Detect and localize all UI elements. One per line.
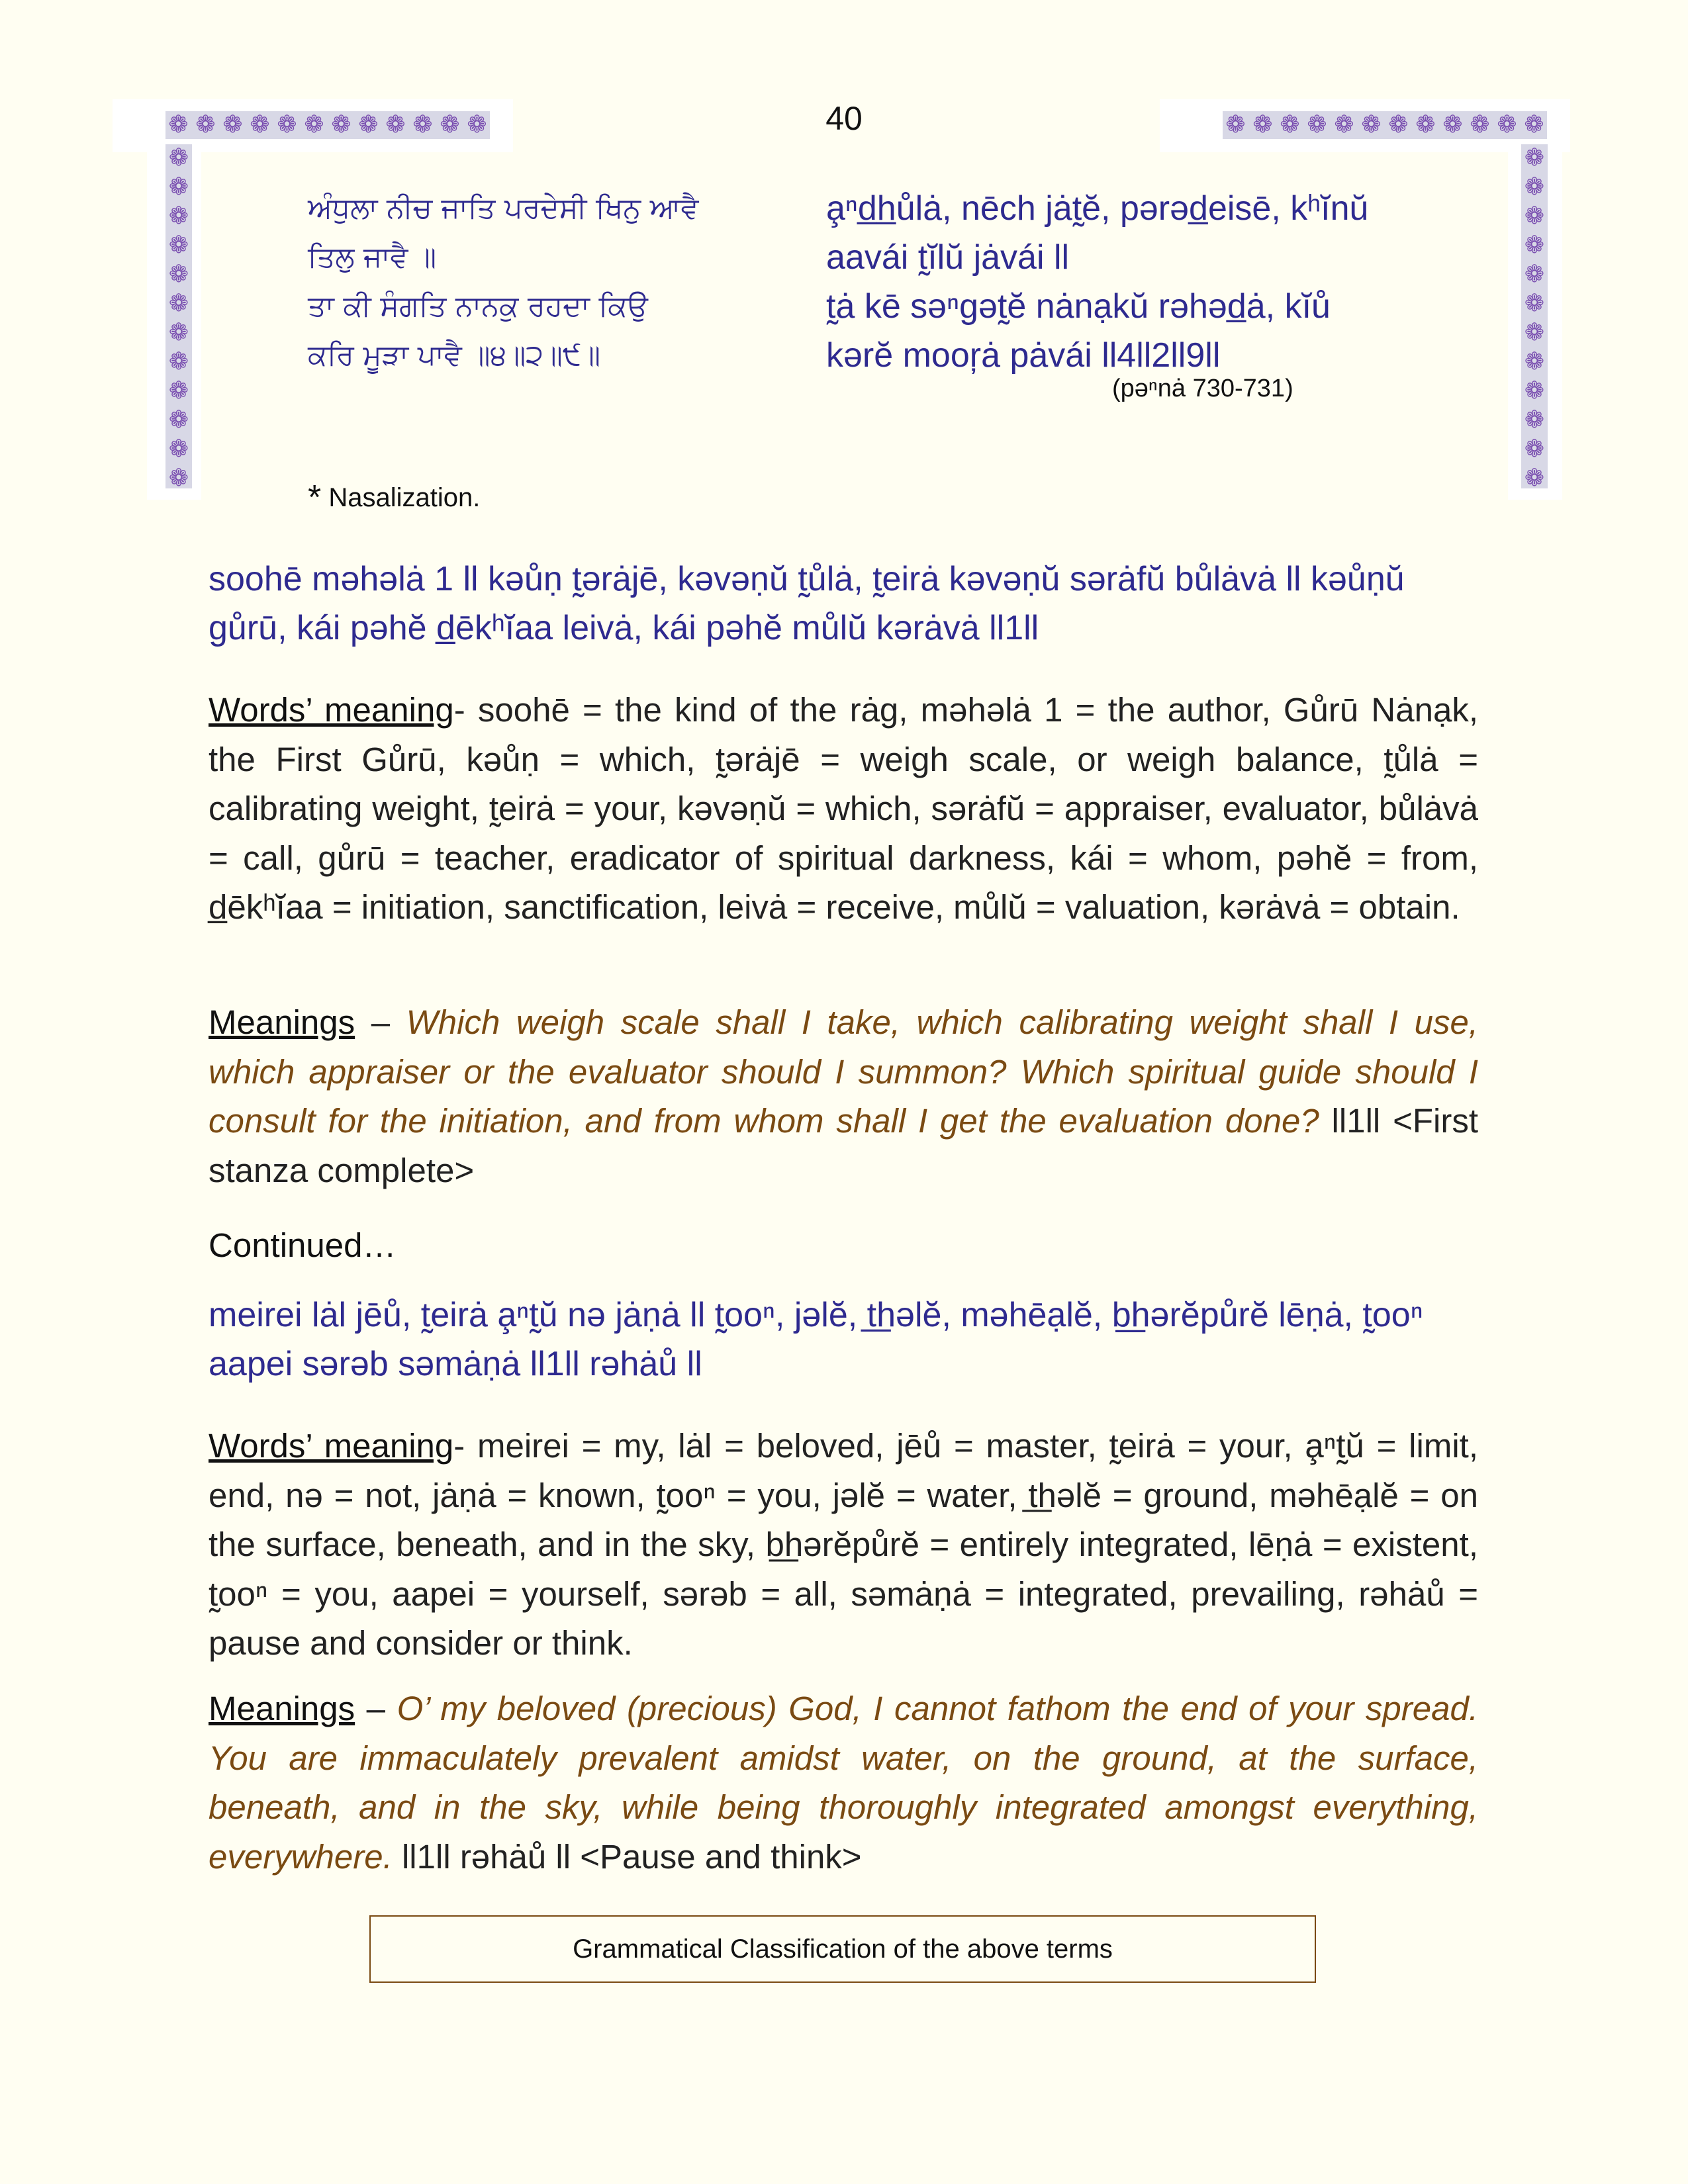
flower-ornament-icon: ❁: [1524, 348, 1545, 375]
translit-line: kərĕ mooŗȧ pȧvái ll4ll2ll9ll: [826, 336, 1221, 375]
meanings-text: O’ my beloved (precious) God, I cannot fathom the end of your spread. You are immaculately prevalent amidst water, on the ground, at the surface, beneath, and in the sky, while being thoroughly integrated amongst everything, everywhere.: [209, 1690, 1479, 1876]
gurmukhi-line: ਕਰਿ ਮੂੜਾ ਪਾਵੈ ॥੪॥੨॥੯॥: [308, 339, 601, 372]
flower-ornament-icon: ❁: [1442, 111, 1463, 138]
flower-ornament-icon: ❁: [1497, 111, 1517, 138]
flower-ornament-icon: ❁: [304, 111, 324, 138]
flower-ornament-icon: ❁: [1524, 261, 1545, 288]
page-number: 40: [825, 100, 863, 137]
flower-ornament-icon: ❁: [1524, 232, 1545, 259]
flower-ornament-icon: ❁: [168, 290, 189, 317]
flower-ornament-icon: ❁: [440, 111, 460, 138]
gurmukhi-line: ਤਿਲੁ ਜਾਵੈ ॥: [308, 241, 437, 274]
translit-line: aavái t̰ĭlŭ jȧvái ll: [826, 238, 1070, 277]
stanza1-words-meaning: [209, 686, 1478, 933]
flower-ornament-icon: ❁: [168, 173, 189, 201]
gurmukhi-line: ਤਾ ਕੀ ਸੰਗਤਿ ਨਾਨਕੁ ਰਹਦਾ ਕਿਉ: [308, 290, 648, 323]
flower-ornament-icon: ❁: [1252, 111, 1273, 138]
stanza2-meanings: [209, 1684, 1478, 1882]
flower-ornament-icon: ❁: [168, 406, 189, 433]
flower-ornament-icon: ❁: [168, 435, 189, 463]
verse-gurmukhi: [308, 184, 745, 380]
flower-ornament-icon: ❁: [1524, 203, 1545, 230]
meanings-dash: –: [355, 1003, 406, 1041]
stanza1-transliteration: soohē məhəlȧ 1 ll kəůṇ t̰ərȧjē, kəvəṇŭ t̰ůlȧ, t̰eirȧ kəvəṇŭ sərȧfŭ bůlȧvȧ ll kəůṇŭ gůrū, kái pəhĕ d̲ēkʰĭaa leivȧ, kái pəhĕ můlŭ kərȧvȧ ll1ll: [209, 560, 1405, 647]
flower-ornament-icon: ❁: [250, 111, 270, 138]
flower-ornament-icon: ❁: [168, 319, 189, 346]
flower-border-top-left: [165, 111, 490, 139]
flower-ornament-icon: ❁: [195, 111, 216, 138]
translit-line: t̰ȧ kē səⁿgət̰ĕ nȧnạkŭ rəhəd̲ȧ, kĭů: [826, 287, 1331, 326]
flower-border-right: [1521, 144, 1548, 488]
flower-ornament-icon: ❁: [222, 111, 243, 138]
flower-ornament-icon: ❁: [168, 111, 189, 138]
page-reference: (pəⁿnȧ 730-731): [1112, 375, 1293, 402]
footnote-text: Nasalization.: [328, 483, 481, 512]
flower-ornament-icon: ❁: [1280, 111, 1300, 138]
flower-ornament-icon: ❁: [331, 111, 352, 138]
flower-ornament-icon: ❁: [1524, 111, 1544, 138]
continued-label: Continued…: [209, 1226, 397, 1264]
flower-border-top-right: [1223, 111, 1547, 139]
flower-ornament-icon: ❁: [358, 111, 379, 138]
flower-ornament-icon: ❁: [1524, 377, 1545, 404]
stanza2-transliteration: meirei lȧl jēů, t̰eirȧ a̧ⁿt̰ŭ nə jȧṇȧ ll t̰ooⁿ, jəlĕ, t͟həlĕ, məhēạlĕ, b͟hərĕpůrĕ lēṇȧ, t̰ooⁿ aapei sərəb səmȧṇȧ ll1ll rəhȧů ll: [209, 1296, 1423, 1383]
flower-ornament-icon: ❁: [168, 348, 189, 375]
flower-ornament-icon: ❁: [385, 111, 406, 138]
meanings-heading: Meanings: [209, 1690, 355, 1727]
flower-ornament-icon: ❁: [1415, 111, 1436, 138]
flower-ornament-icon: ❁: [1524, 173, 1545, 201]
translit-line: a̧ⁿd̲h̲ůlȧ, nēch jȧt̰ĕ, pərəd̲eisē, kʰĭnŭ: [826, 189, 1369, 228]
grammar-classification-label: Grammatical Classification of the above terms: [573, 1934, 1113, 1964]
flower-ornament-icon: ❁: [1388, 111, 1409, 138]
flower-ornament-icon: ❁: [168, 465, 189, 488]
flower-ornament-icon: ❁: [1524, 406, 1545, 433]
words-meaning-text: - soohē = the kind of the rȧg, məhəlȧ 1 = the author, Gůrū Nȧnạk, the First Gůrū, kəůṇ = which, t̰ərȧjē = weigh scale, or weigh balance, t̰ůlȧ = calibrating weight, t̰eirȧ = your, kəvəṇŭ = which, sərȧfŭ = appraiser, evaluator, bůlȧvȧ = call, gůrū = teacher, eradicator of spiritual darkness, kái = whom, pəhĕ = from, d̲ēkʰĭaa = initiation, sanctification, leivȧ = receive, můlŭ = valuation, kərȧvȧ = obtain.: [209, 691, 1478, 926]
flower-ornament-icon: ❁: [467, 111, 487, 138]
stanza2-words-meaning: [209, 1422, 1478, 1668]
flower-ornament-icon: ❁: [1361, 111, 1382, 138]
meanings-heading: Meanings: [209, 1003, 355, 1041]
flower-ornament-icon: ❁: [168, 144, 189, 171]
words-meaning-heading: Words’ meaning: [209, 1427, 454, 1465]
flower-ornament-icon: ❁: [277, 111, 297, 138]
flower-ornament-icon: ❁: [1524, 319, 1545, 346]
flower-ornament-icon: ❁: [1334, 111, 1354, 138]
flower-border-left: [165, 144, 192, 488]
gurmukhi-line: ਅੰਧੁਲਾ ਨੀਚ ਜਾਤਿ ਪਰਦੇਸੀ ਖਿਨੁ ਆਵੈ: [308, 192, 699, 225]
footnote: [308, 478, 480, 518]
flower-ornament-icon: ❁: [1524, 144, 1545, 171]
meanings-dash: –: [355, 1690, 397, 1727]
flower-ornament-icon: ❁: [1524, 290, 1545, 317]
flower-ornament-icon: ❁: [1470, 111, 1490, 138]
footnote-star: *: [308, 478, 322, 517]
flower-ornament-icon: ❁: [1225, 111, 1246, 138]
meanings-text: Which weigh scale shall I take, which calibrating weight shall I use, which appraiser or the evaluator should I summon? Which spiritual guide should I consult for the initiation, and from whom shall I get the evaluation done?: [209, 1003, 1478, 1140]
meanings-tail: ll1ll rəhȧů ll <Pause and think>: [392, 1837, 862, 1876]
stanza1-meanings: [209, 998, 1478, 1195]
words-meaning-text: - meirei = my, lȧl = beloved, jēů = master, t̰eirȧ = your, a̧ⁿt̰ŭ = limit, end, nə = not, jȧṇȧ = known, t̰ooⁿ = you, jəlĕ = water, t͟həlĕ = ground, məhēạlĕ = on the surface, beneath, and in the sky, b͟hərĕpůrĕ = entirely integrated, lēṇȧ = existent, t̰ooⁿ = you, aapei = yourself, sərəb = all, səmȧṇȧ = integrated, prevailing, rəhȧů = pause and consider or think.: [209, 1427, 1478, 1662]
flower-ornament-icon: ❁: [1307, 111, 1327, 138]
verse-transliteration: [826, 184, 1409, 380]
flower-ornament-icon: ❁: [168, 203, 189, 230]
flower-ornament-icon: ❁: [168, 377, 189, 404]
grammar-classification-box: [369, 1915, 1316, 1983]
flower-ornament-icon: ❁: [412, 111, 433, 138]
flower-ornament-icon: ❁: [168, 261, 189, 288]
words-meaning-heading: Words’ meaning: [209, 691, 454, 729]
flower-ornament-icon: ❁: [168, 232, 189, 259]
flower-ornament-icon: ❁: [1524, 435, 1545, 463]
flower-ornament-icon: ❁: [1524, 465, 1545, 488]
meanings-tail: ll1ll <First stanza complete>: [209, 1102, 1478, 1189]
